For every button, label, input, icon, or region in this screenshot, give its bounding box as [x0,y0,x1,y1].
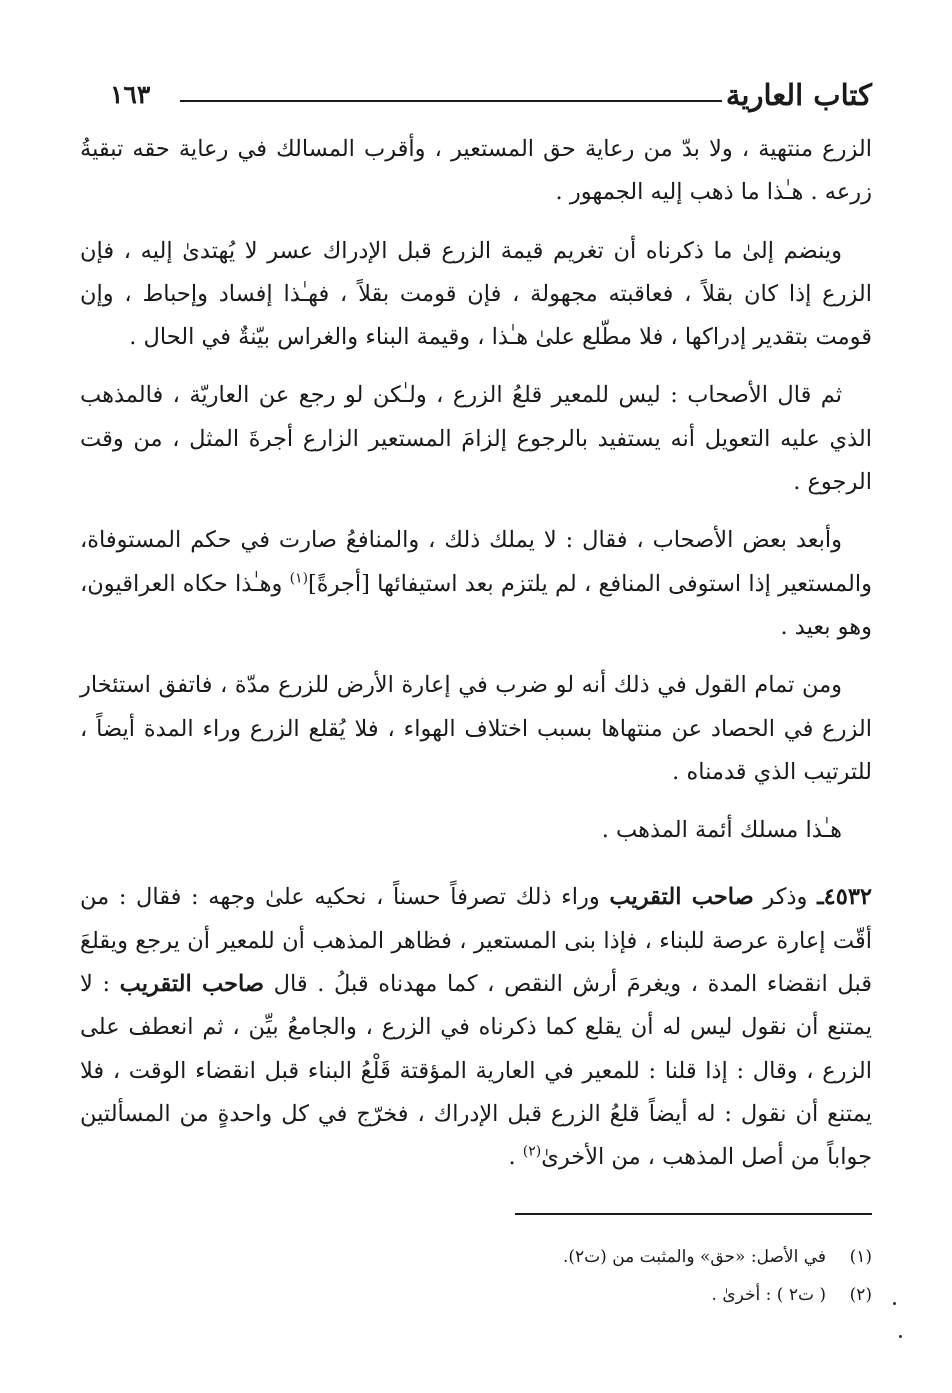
paragraph-text: وأبعد بعض الأصحاب ، فقال : لا يملك ذلك ، والمنافعُ صارت في حكم المستوفاة، والمستعير إذا استوفى المنافع ، لم يلتزم بعد استيفائها [أجرةً] [80,527,872,597]
page-number: ١٦٣ [110,80,151,109]
paragraph: هـٰذا مسلك أئمة المذهب . [601,817,842,844]
paragraph-text: وراء ذلك تصرفاً حسناً ، نحكيه علىٰ وجهه : فقال : من أقّت إعارة عرصة للبناء ، فإذا بنى المستعير ، فظاهر المذهب أن للمعير أن يرجع ويقلعَ قبل انقضاء المدة ، ويغرمَ أرش النقص ، كما مهدناه قبلُ . قال [80,884,872,998]
footnote-text: في الأصل: «حق» والمثبت من (ت٢). [562,1247,826,1267]
paragraph-text: : لا يمتنع أن نقول ليس له أن يقلع كما ذكرناه في الزرع ، والجامعُ بيِّن ، ثم انعطف على الزرع ، وقال : إذا قلنا : للمعير في العارية المؤقتة قَلْعُ البناء قبل انقضاء الوقت ، فلا يمتنع أن نقول : له أيضاً قلعُ الزرع قبل الإدراك ، فخرّج في كل واحدةٍ من المسألتين جواباً من أصل المذهب ، من الأخرىٰ [80,971,872,1171]
paragraph: وينضم إلىٰ ما ذكرناه أن تغريم قيمة الزرع قبل الإدراك عسر لا يُهتدىٰ إليه ، فإن الزرع إذا كان بقلاً ، فعاقبته مجهولة ، فإن قومت بقلاً ، فهـٰذا إفساد وإحباط ، وإن قومت بتقدير إدراكها ، فلا مطّلع علىٰ هـٰذا ، وقيمة البناء والغراس بيّنةٌ في الحال . [80,237,872,351]
scan-speck [899,1335,902,1338]
footnote [80,1276,872,1314]
running-header [110,70,872,120]
footnote [80,1238,872,1276]
author-name: صاحب التقريب [609,884,754,911]
footnote-text: ( ت٢ ) : أخرىٰ . [711,1285,826,1305]
footnote-number: (٢) [849,1285,872,1305]
footnote-ref[interactable]: (٢) [522,1143,542,1160]
book-title: كتاب العارية [725,78,872,112]
section-number: ٤٥٣٢ـ [817,884,872,911]
author-name: صاحب التقريب [119,971,264,998]
paragraph: الزرع منتهية ، ولا بدّ من رعاية حق المستعير ، وأقرب المسالك في رعاية حقه تبقيةُ زرعه . هـٰذا ما ذهب إليه الجمهور . [80,136,872,206]
paragraph [80,519,872,649]
paragraph-text: وهـٰذا حكاه العراقيون، وهو بعيد . [80,570,872,640]
scan-speck [893,1302,896,1305]
footnotes [80,1238,872,1314]
section-paragraph [80,876,872,1179]
footnote-number: (١) [849,1247,872,1267]
main-text [80,128,872,1195]
footnote-ref[interactable]: (١) [289,570,309,587]
header-rule [180,100,722,102]
paragraph: ومن تمام القول في ذلك أنه لو ضرب في إعارة الأرض للزرع مدّة ، فاتفق استئخار الزرع في الحصاد عن منتهاها بسبب اختلاف الهواء ، فلا يُقلع الزرع وراء المدة أيضاً ، للترتيب الذي قدمناه . [80,672,872,785]
footnote-rule [515,1213,872,1215]
paragraph-text: وذكر [753,884,818,911]
paragraph-text: . [508,1144,523,1171]
paragraph: ثم قال الأصحاب : ليس للمعير قلعُ الزرع ، ولـٰكن لو رجع عن العاريّة ، فالمذهب الذي عليه التعويل أنه يستفيد بالرجوع إلزامَ المستعير الزارع أجرةَ المثل ، من وقت الرجوع . [80,382,872,496]
